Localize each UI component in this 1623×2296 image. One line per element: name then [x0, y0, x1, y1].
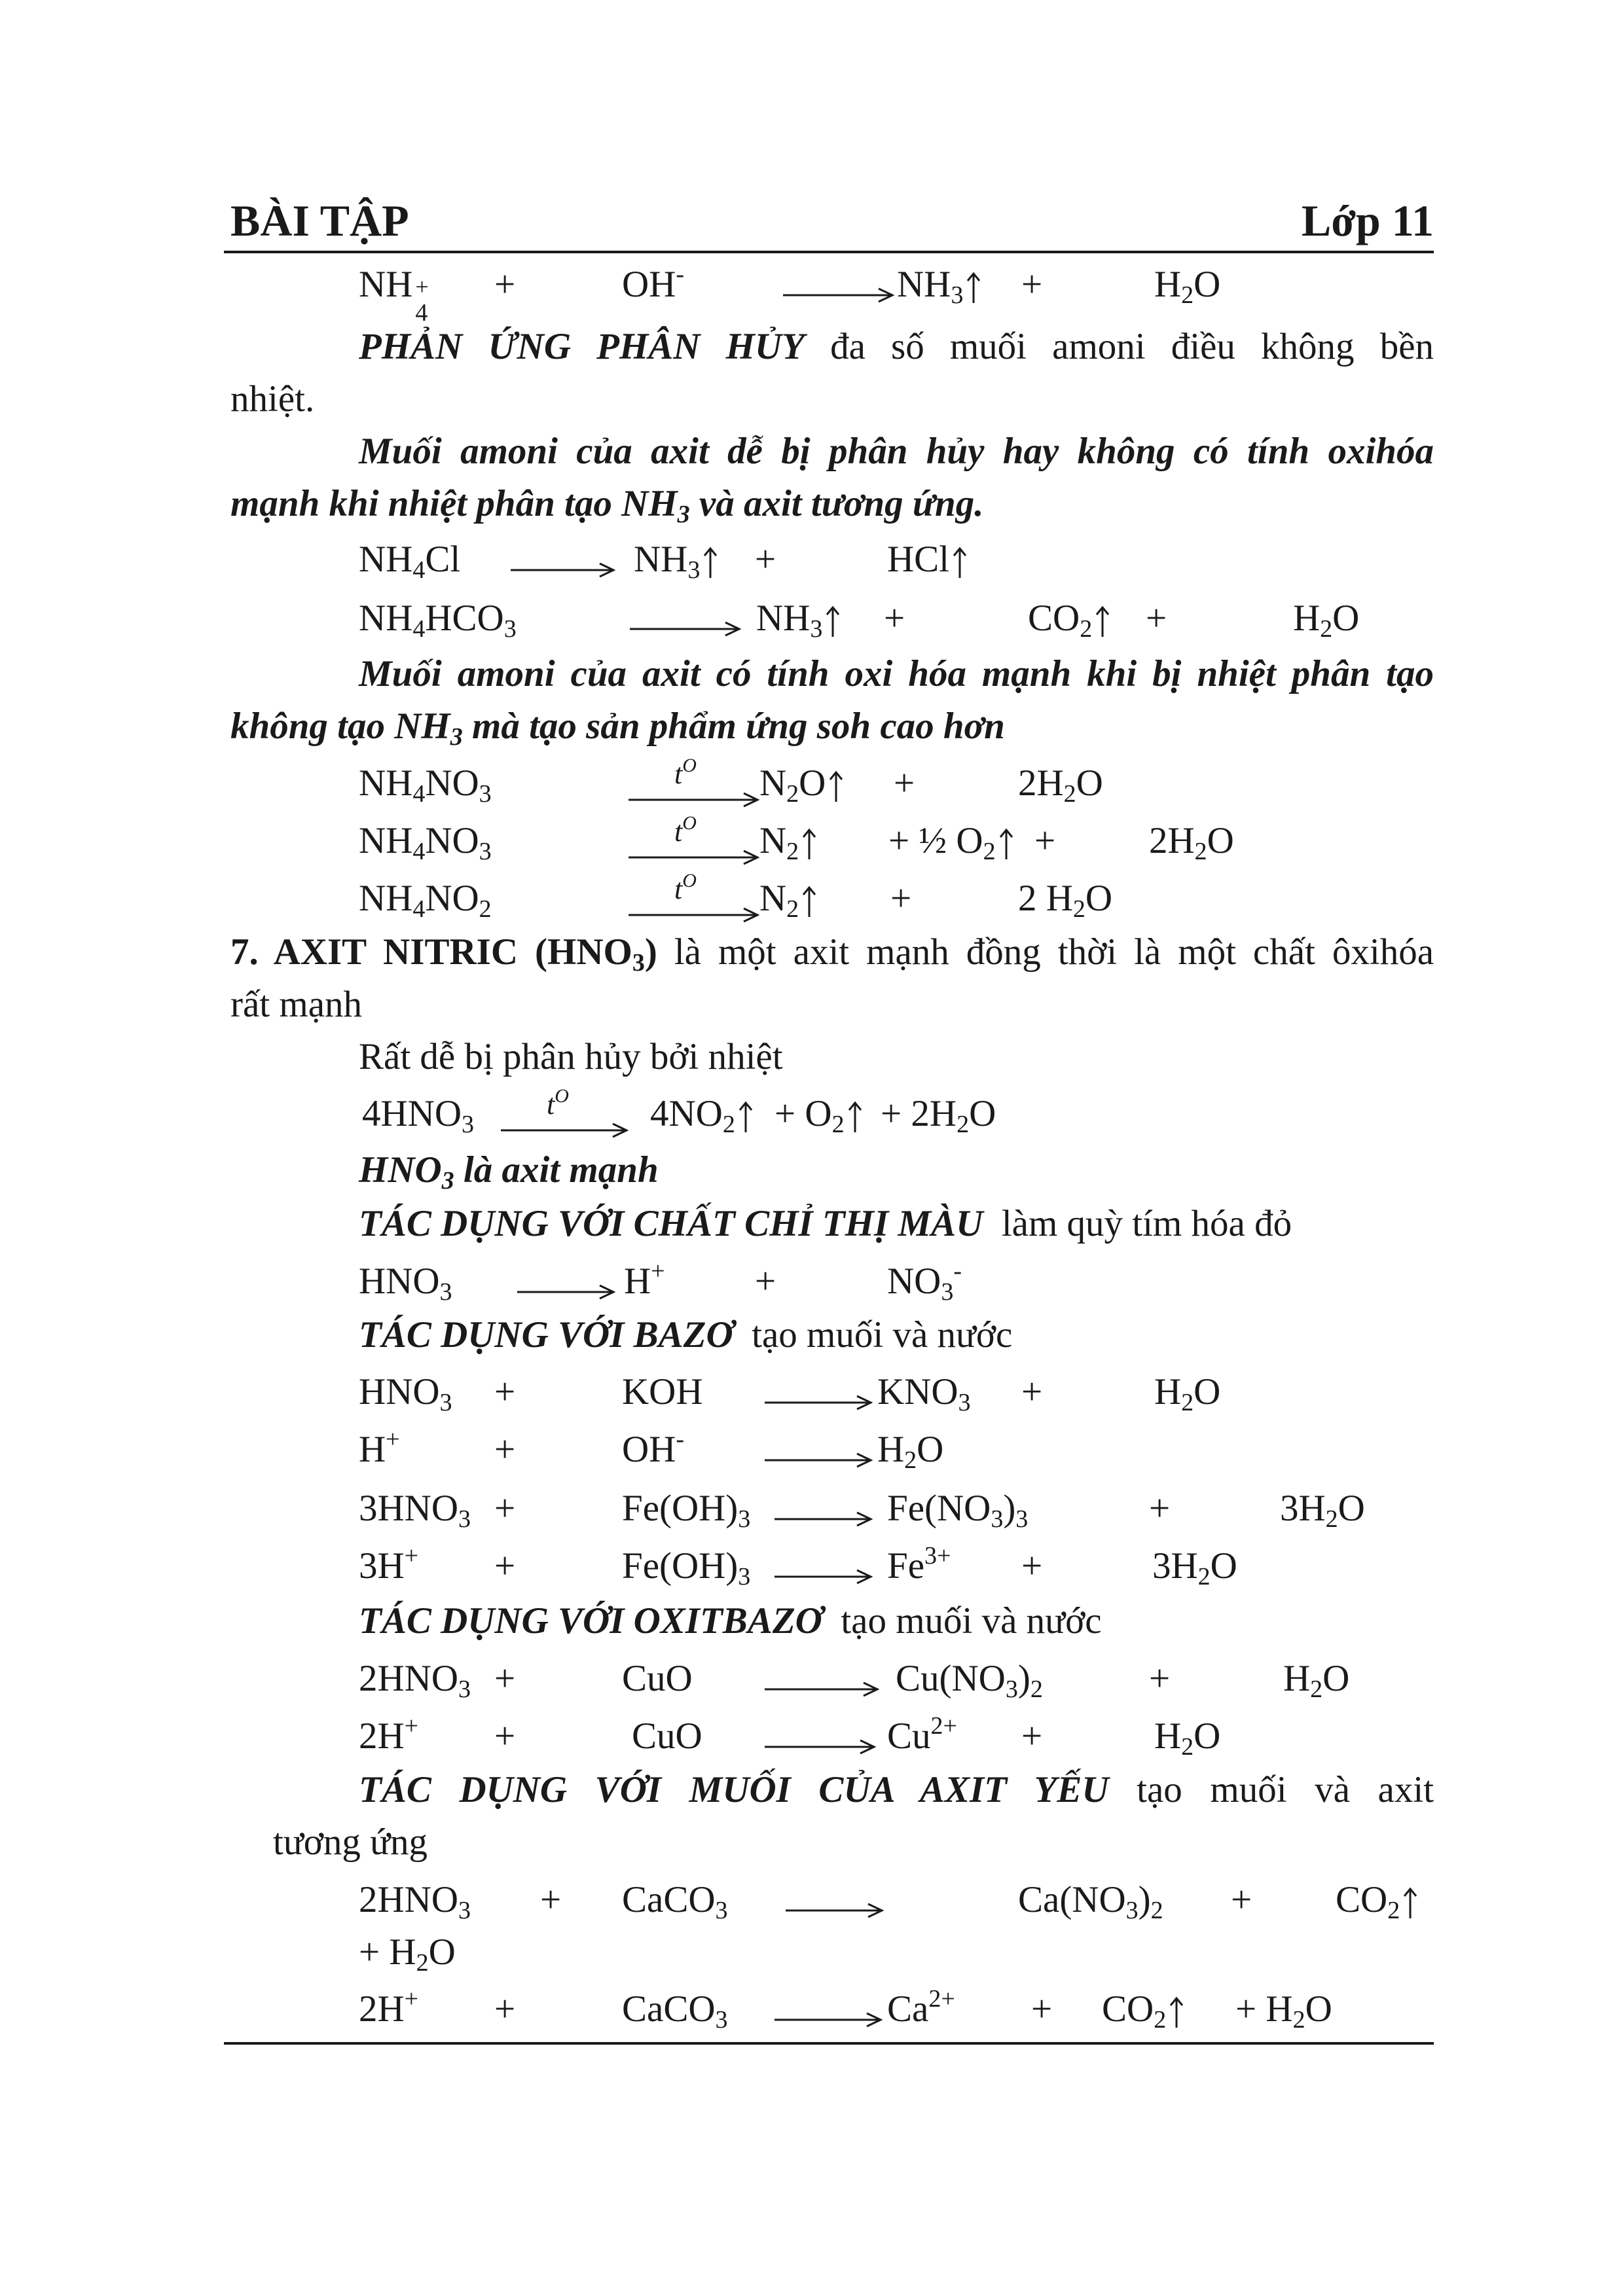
formula: + $H_2O$	[359, 1931, 456, 1977]
gas-evolution-arrow-icon	[1095, 605, 1110, 638]
reaction-arrow	[775, 1540, 873, 1592]
plus-sign: +	[1034, 820, 1056, 861]
paragraph-continuation: rất mạnh	[230, 984, 363, 1025]
plus-sign: +	[1021, 1371, 1043, 1412]
formula: H+	[624, 1257, 665, 1302]
formula: $H_2O$	[1154, 264, 1221, 309]
formula: $Cu(NO_3)_2$	[896, 1658, 1043, 1703]
gas-evolution-arrow-icon	[998, 828, 1014, 861]
plus-sign: +	[884, 598, 905, 639]
gas-evolution-arrow-icon	[847, 1101, 863, 1134]
formula: $H_2O$	[1154, 1371, 1221, 1416]
formula: $H_2O$	[1154, 1715, 1221, 1761]
section-heading: TÁC DỤNG VỚI CHẤT CHỈ THỊ MÀU	[359, 1203, 983, 1244]
plus-sign: +	[1231, 1879, 1252, 1920]
formula: $H_2O$	[1293, 598, 1360, 643]
formula: H+	[359, 1426, 400, 1470]
formula: $N_2$	[759, 872, 817, 925]
reaction-arrow	[775, 1482, 873, 1535]
right-arrow-icon	[765, 1679, 879, 1699]
formula: $KNO_3$	[877, 1371, 971, 1416]
section-heading: 7. AXIT NITRIC $(HNO_3)$	[230, 931, 657, 977]
formula: OH-	[622, 1426, 684, 1470]
section-heading: TÁC DỤNG VỚI OXITBAZƠ	[359, 1600, 822, 1641]
note-paragraph-cont: mạnh khi nhiệt phân tạo $NH_3$ và axit tương ứng.	[230, 483, 984, 528]
plus-sign: +	[1021, 264, 1043, 305]
formula: $NO_3^-$	[887, 1257, 962, 1306]
formula: $Fe(OH)_3$	[622, 1488, 751, 1533]
section-7-title: 7. AXIT NITRIC $(HNO_3)$ là một axit mạnh đồng thời là một chất ôxihóa	[230, 931, 1434, 977]
formula: $NH_3$	[897, 259, 981, 311]
weak-salt-line: TÁC DỤNG VỚI MUỐI CỦA AXIT YẾU tạo muối và axit	[359, 1769, 1434, 1810]
gas-evolution-arrow-icon	[1402, 1887, 1418, 1920]
plus-sign: +	[494, 1715, 516, 1757]
gas-evolution-arrow-icon	[828, 770, 844, 803]
formula: $4NO_2$	[650, 1088, 754, 1140]
formula: $HNO_3$	[359, 1371, 452, 1416]
formula: $NH_4HCO_3$	[359, 598, 517, 643]
formula: $2H_2O$	[1149, 820, 1234, 865]
heat-label: $t^O$	[547, 1085, 569, 1121]
paragraph-continuation: nhiệt.	[230, 378, 315, 420]
formula: $NH_3$	[756, 592, 841, 645]
plus-sign: +	[755, 539, 776, 580]
formula: + $O_2$	[775, 1088, 863, 1140]
plus-sign: +	[1149, 1488, 1171, 1529]
plus-sign: +	[755, 1261, 776, 1302]
formula: $Cu^{2+}$	[887, 1712, 957, 1757]
right-arrow-icon	[783, 285, 894, 305]
formula: $2HNO_3$	[359, 1879, 471, 1924]
formula: + $H_2O$	[1235, 1988, 1332, 2034]
gas-evolution-arrow-icon	[801, 828, 817, 861]
note-paragraph-cont: không tạo $NH_3$ mà tạo sản phẩm ứng soh cao hơn	[230, 706, 1005, 751]
formula: $Ca^{2+}$	[887, 1985, 955, 2030]
formula: $Ca(NO_3)_2$	[1018, 1879, 1163, 1924]
header-title: BÀI TẬP	[230, 196, 409, 245]
plus-sign: +	[1021, 1715, 1043, 1757]
gas-evolution-arrow-icon	[738, 1101, 754, 1134]
reaction-arrow	[517, 1255, 615, 1308]
reaction-arrow	[775, 1983, 883, 2036]
plus-sign: +	[494, 1545, 516, 1587]
plus-sign: +	[1146, 598, 1167, 639]
formula: $4HNO_3$	[362, 1093, 474, 1138]
plus-sign: +	[540, 1879, 562, 1920]
formula: $3H_2O$	[1152, 1545, 1237, 1590]
plus-sign: +	[1149, 1658, 1171, 1699]
right-arrow-icon	[786, 1901, 884, 1920]
plus-sign: +	[494, 1658, 516, 1699]
formula: OH-	[622, 260, 684, 305]
section-heading: TÁC DỤNG VỚI BAZƠ	[359, 1314, 733, 1355]
reaction-arrow	[765, 1710, 876, 1763]
subheading: $HNO_3$ là axit mạnh	[359, 1149, 659, 1194]
formula: $Fe(OH)_3$	[622, 1545, 751, 1590]
right-arrow-icon	[765, 1737, 876, 1757]
reaction-arrow	[765, 1366, 873, 1418]
formula-ammonium-ion: NH + 4	[359, 264, 429, 327]
heat-label: $t^O$	[674, 812, 697, 848]
formula: $CO_2$	[1336, 1874, 1418, 1926]
plus-sign: +	[1031, 1988, 1053, 2030]
decomposition-paragraph: PHẢN ỨNG PHÂN HỦY đa số muối amoni điều không bền	[359, 326, 1434, 367]
formula: $NH_4NO_3$	[359, 820, 492, 865]
right-arrow-icon	[775, 2010, 883, 2030]
plus-sign: +	[494, 1988, 516, 2030]
right-arrow-icon	[517, 1282, 615, 1302]
plus-sign: +	[494, 264, 516, 305]
gas-evolution-arrow-icon	[825, 605, 841, 638]
formula: $3H_2O$	[1280, 1488, 1365, 1533]
formula: $Fe^{3+}$	[887, 1542, 951, 1587]
gas-evolution-arrow-icon	[1169, 1996, 1184, 2029]
reaction-arrow	[765, 1424, 873, 1476]
formula: CuO	[622, 1658, 693, 1699]
reaction-arrow	[765, 1653, 879, 1705]
reaction-arrow	[630, 592, 741, 645]
reaction-arrow	[511, 533, 615, 586]
formula: $NH_4NO_3$	[359, 762, 492, 808]
text-line: Rất dễ bị phân hủy bởi nhiệt	[359, 1036, 783, 1077]
gas-evolution-arrow-icon	[952, 547, 968, 579]
indicator-line: TÁC DỤNG VỚI CHẤT CHỈ THỊ MÀU làm quỳ tím hóa đỏ	[359, 1203, 1292, 1244]
right-arrow-icon	[775, 1509, 873, 1529]
reaction-arrow	[783, 259, 894, 311]
header-grade: Lớp 11	[1301, 196, 1434, 245]
formula: CuO	[632, 1715, 702, 1757]
formula: $CO_2$	[1102, 1983, 1184, 2036]
plus-sign: +	[894, 762, 915, 804]
plus-sign: +	[494, 1429, 516, 1470]
formula: 2H+	[359, 1985, 419, 2030]
section-heading: TÁC DỤNG VỚI MUỐI CỦA AXIT YẾU	[359, 1769, 1109, 1810]
heat-label: $t^O$	[674, 755, 697, 790]
formula: CaCO$_3$	[622, 1988, 728, 2034]
formula: 3H+	[359, 1542, 419, 1587]
gas-evolution-arrow-icon	[702, 547, 718, 579]
base-line: TÁC DỤNG VỚI BAZƠ tạo muối và nước	[359, 1314, 1013, 1355]
formula: CaCO$_3$	[622, 1879, 728, 1924]
plus-sign: +	[1021, 1545, 1043, 1587]
formula: $H_2O$	[877, 1429, 944, 1474]
plus-sign: +	[494, 1488, 516, 1529]
formula: $NH_3$	[634, 533, 718, 586]
gas-evolution-arrow-icon	[966, 272, 981, 304]
formula: $3HNO_3$	[359, 1488, 471, 1533]
formula: $H_2O$	[1283, 1658, 1350, 1703]
right-arrow-icon	[765, 1393, 873, 1412]
gas-evolution-arrow-icon	[801, 886, 817, 918]
formula: $2HNO_3$	[359, 1658, 471, 1703]
formula: 2H+	[359, 1712, 419, 1757]
formula: + $2H_2O$	[881, 1093, 996, 1138]
right-arrow-icon	[630, 619, 741, 639]
formula: $CO_2$	[1028, 592, 1110, 645]
right-arrow-icon	[511, 560, 615, 580]
reaction-arrow	[786, 1874, 884, 1926]
formula: KOH	[622, 1371, 703, 1412]
formula: $Fe(NO_3)_3$	[887, 1488, 1029, 1533]
plus-sign: +	[494, 1371, 516, 1412]
formula: $2H_2O$	[1018, 762, 1103, 808]
formula: $N_2O$	[759, 757, 844, 810]
section-heading: PHẢN ỨNG PHÂN HỦY	[359, 326, 805, 367]
plus-sign: +	[890, 878, 912, 919]
right-arrow-icon	[765, 1450, 873, 1470]
formula: $N_2$	[759, 815, 817, 867]
note-paragraph: Muối amoni của axit có tính oxi hóa mạnh khi bị nhiệt phân tạo	[359, 653, 1434, 694]
formula: $NH_4NO_2$	[359, 878, 492, 923]
oxide-line: TÁC DỤNG VỚI OXITBAZƠ tạo muối và nước	[359, 1600, 1102, 1641]
formula: $HNO_3$	[359, 1261, 452, 1306]
formula: $NH_4Cl$	[359, 539, 461, 584]
formula: 2 $H_2O$	[1018, 878, 1113, 923]
right-arrow-icon	[775, 1567, 873, 1587]
heat-label: $t^O$	[674, 870, 697, 905]
paragraph-continuation: tương ứng	[273, 1821, 428, 1863]
footer-divider	[224, 2042, 1434, 2045]
formula: + ½ $O_2$	[888, 815, 1014, 867]
formula: HCl	[887, 533, 968, 586]
header-divider	[224, 251, 1434, 253]
note-paragraph: Muối amoni của axit dễ bị phân hủy hay không có tính oxihóa	[359, 431, 1434, 472]
